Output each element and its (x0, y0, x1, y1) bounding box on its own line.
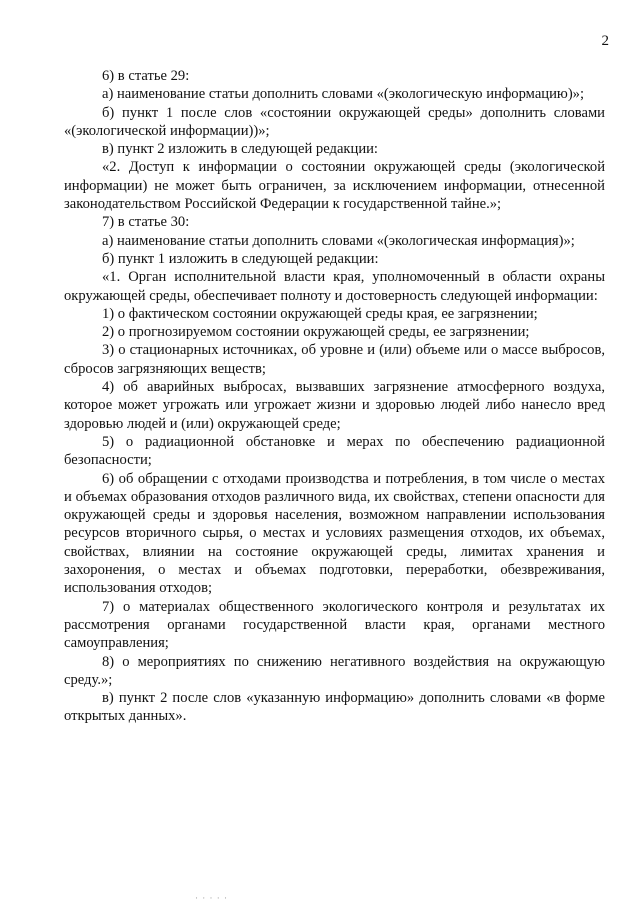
page-number: 2 (601, 33, 609, 49)
document-body (64, 67, 605, 726)
list-item-5: 5) о радиационной обстановке и мерах по обеспечению радиационной безопасности; (64, 433, 605, 469)
paragraph-29-v: в) пункт 2 изложить в следующей редакции: (102, 141, 378, 158)
paragraph-article-30: 7) в статье 30: (102, 214, 190, 231)
list-item-1: 1) о фактическом состоянии окружающей среды края, ее загрязнении; (102, 305, 538, 322)
list-item-2: 2) о прогнозируемом состоянии окружающей среды, ее загрязнении; (102, 324, 530, 341)
paragraph-article-29: 6) в статье 29: (102, 68, 190, 84)
paragraph-29-b: б) пункт 1 после слов «состоянии окружающей среды» дополнить словами «(экологической информации))»; (64, 104, 605, 139)
list-item-7: 7) о материалах общественного экологического контроля и результатах их рассмотрения органами государственной власти края, органами местного самоуправления; (64, 598, 605, 652)
list-item-4: 4) об аварийных выбросах, вызвавших загрязнение атмосферного воздуха, которое может угрожать или угрожает жизни и здоровью людей либо нанесло вред здоровью людей и (или) окружающей среде; (64, 379, 605, 432)
paragraph-30-b: б) пункт 1 изложить в следующей редакции: (102, 250, 379, 267)
list-item-6: 6) об обращении с отходами производства и потребления, в том числе о местах и объемах образования отходов различного вида, их свойствах, степени опасности для окружающей среды и здоровья населения, возможном направлении использования ресурсов вторичного сырья, о местах и условиях размещения отходов, их объемах, свойствах, влиянии на состояние окружающей среды, лимитах хранения и захоронения, о местах и объемах подготовки, переработки, обезвреживания, использования отходов; (64, 470, 605, 597)
paragraph-30-a: а) наименование статьи дополнить словами «(экологическая информация)»; (102, 232, 575, 249)
footer-mark: · · · · · (195, 893, 228, 903)
paragraph-29-quote: «2. Доступ к информации о состоянии окружающей среды (экологической информации) не может быть ограничен, за исключением информации, отнесенной законодательством Российской Федерации к государственной тайне.»; (64, 159, 605, 213)
paragraph-29-a: а) наименование статьи дополнить словами «(экологическую информацию)»; (102, 86, 585, 103)
paragraph-30-quote: «1. Орган исполнительной власти края, уполномоченный в области охраны окружающей среды, обеспечивает полноту и достоверность следующей информации: (64, 269, 605, 304)
list-item-3: 3) о стационарных источниках, об уровне и (или) объеме или о массе выбросов, сбросов загрязняющих веществ; (64, 342, 605, 377)
list-item-8: 8) о мероприятиях по снижению негативного воздействия на окружающую среду.»; (64, 653, 605, 688)
paragraph-30-v: в) пункт 2 после слов «указанную информацию» дополнить словами «в форме открытых данных». (64, 690, 605, 725)
